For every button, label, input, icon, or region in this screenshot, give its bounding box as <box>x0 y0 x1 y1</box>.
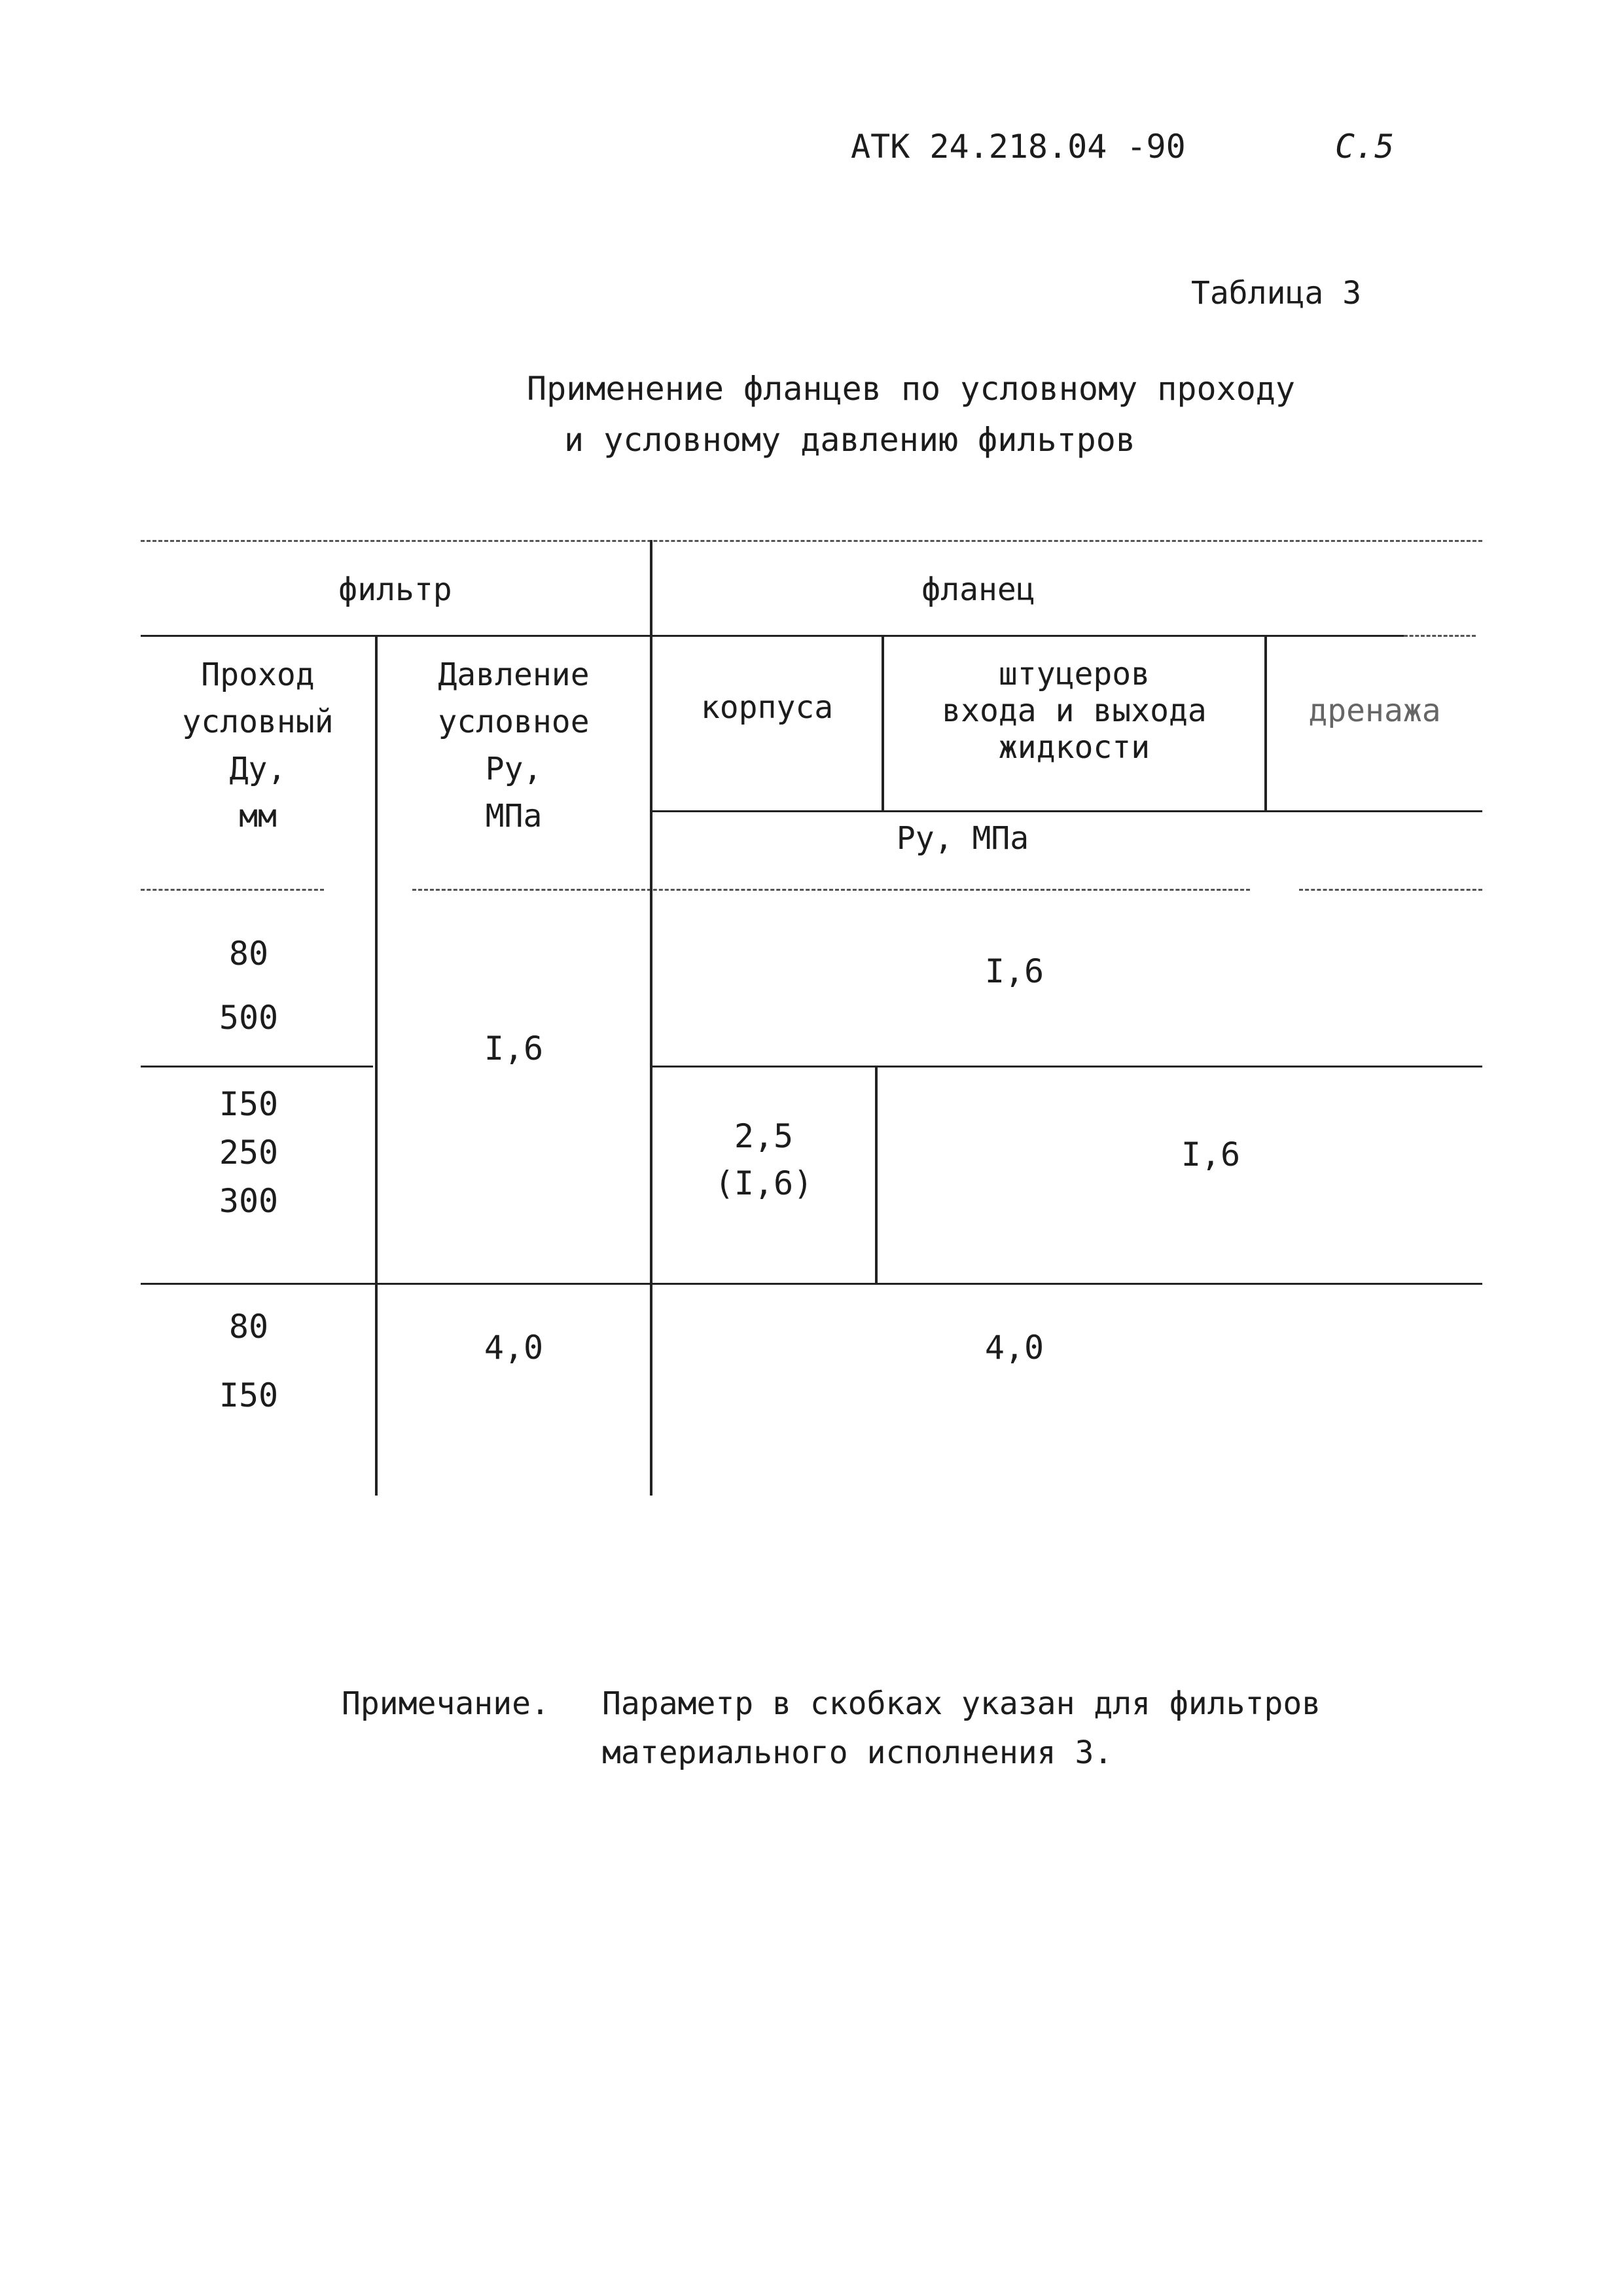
row3-flange: 4,0 <box>984 1329 1044 1367</box>
header-bottom-mid <box>412 889 1250 891</box>
document-code: АТК 24.218.04 -90 <box>851 128 1186 166</box>
group-filter: фильтр <box>338 571 452 608</box>
unit-row: Ру, МПа <box>896 820 1029 857</box>
row1-du: 80 500 <box>219 935 279 1037</box>
group-header-divider-tail <box>1404 635 1476 637</box>
row3-pressure: 4,0 <box>484 1329 544 1367</box>
col-drain: дренажа <box>1308 692 1441 729</box>
row3-du: 80 I50 <box>219 1308 279 1414</box>
vline-filter-flange <box>650 540 652 1496</box>
row2-body: 2,5 (I,6) <box>714 1117 813 1202</box>
table-top-border <box>141 540 1482 542</box>
row2-du: I50 250 300 <box>219 1085 279 1220</box>
table-title-line-2: и условному давлению фильтров <box>564 421 1135 459</box>
table-title-line-1: Применение фланцев по условному проходу <box>527 370 1295 408</box>
row-divider-right <box>651 1066 1482 1067</box>
note-text-line-2: материального исполнения 3. <box>602 1734 1113 1771</box>
vline-body-rest <box>875 1066 878 1283</box>
col-body: корпуса <box>700 689 834 726</box>
header-bottom-right <box>1299 889 1482 891</box>
group-header-divider <box>141 635 1404 637</box>
unit-row-divider <box>651 810 1482 812</box>
note-label: Примечание. <box>342 1685 550 1722</box>
note-text-line-1: Параметр в скобках указан для фильтров <box>602 1685 1321 1722</box>
row-divider-left <box>141 1066 373 1067</box>
row1-flange: I,6 <box>984 952 1044 990</box>
row-divider-bottom <box>141 1283 1482 1285</box>
group-flange: фланец <box>921 571 1035 608</box>
col-passage: Проход условный Ду, мм <box>182 656 334 834</box>
page-number: С.5 <box>1335 128 1395 166</box>
table-label: Таблица 3 <box>1191 275 1362 312</box>
row12-pressure: I,6 <box>484 1030 544 1067</box>
col-fittings: штуцеров входа и выхода жидкости <box>942 656 1207 766</box>
header-bottom-left <box>141 889 324 891</box>
row2-flange-rest: I,6 <box>1181 1136 1241 1174</box>
col-pressure: Давление условное Ру, МПа <box>438 656 590 834</box>
